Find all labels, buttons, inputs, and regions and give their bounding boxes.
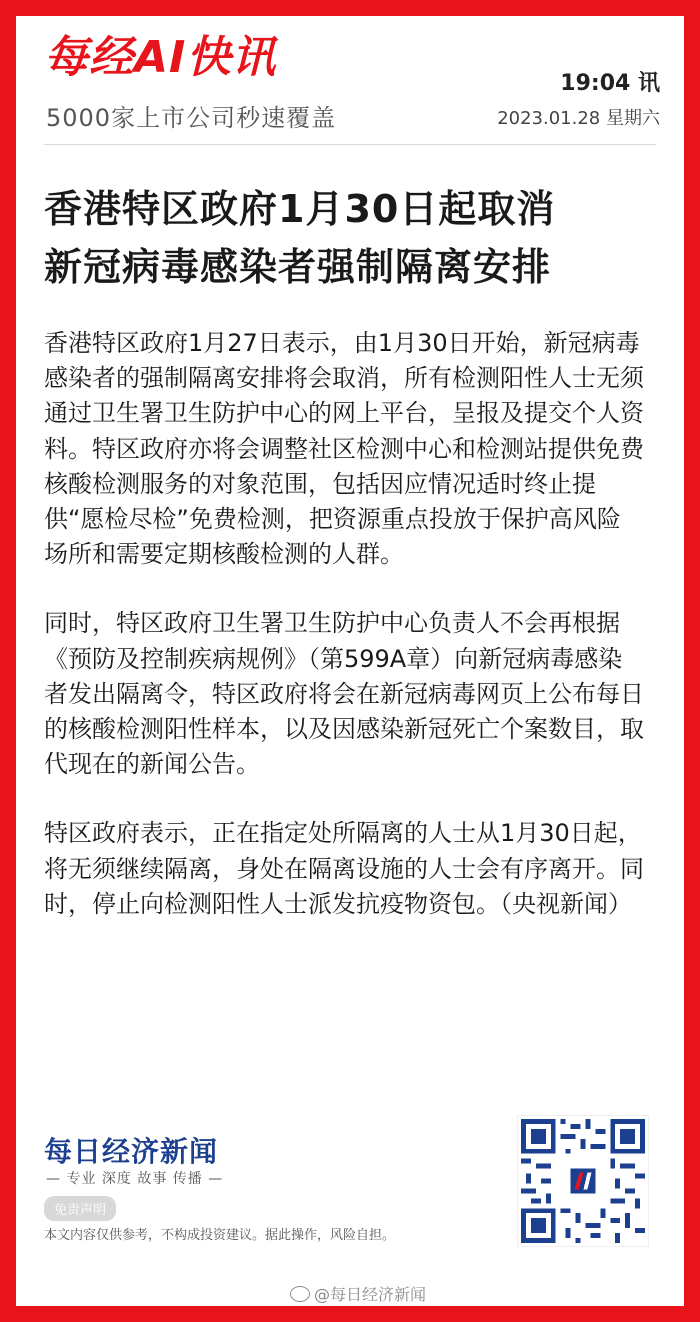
publish-time: 19:04 讯 [560,71,660,96]
headline-line-2: 新冠病毒感染者强制隔离安排 [44,245,552,289]
paragraph: 同时，特区政府卫生署卫生防护中心负责人不会再根据《预防及控制疾病规例》（第599A章）向新冠病毒感染者发出隔离令，特区政府将会在新冠病毒网页上公布每日的核酸检测阳性样本，以及因感染新冠死亡个案数目，取代现在的新闻公告。 [44,609,644,779]
disclaimer-text: 本文内容仅供参考，不构成投资建议。据此操作，风险自担。 [44,1228,396,1243]
footer-slogan: — 专业 深度 故事 传播 — [46,1171,224,1187]
brand-logo-cn2: 快讯 [186,32,277,83]
header-divider [44,144,656,145]
headline-line-1: 香港特区政府1月30日起取消 [44,187,556,231]
weibo-watermark [290,1282,426,1305]
footer-logo: 每日经济新闻 [44,1135,219,1168]
paragraph: 特区政府表示，正在指定处所隔离的人士从1月30日起，将无须继续隔离，身处在隔离设施的人士会有序离开。同时，停止向检测阳性人士派发抗疫物资包。（央视新闻） [44,819,644,918]
brand-tagline: 5000家上市公司秒速覆盖 [46,104,337,132]
paragraph: 香港特区政府1月27日表示，由1月30日开始，新冠病毒感染者的强制隔离安排将会取消，所有检测阳性人士无须通过卫生署卫生防护中心的网上平台，呈报及提交个人资料。特区政府亦将会调整社区检测中心和检测站提供免费核酸检测服务的对象范围，包括因应情况适时终止提供“愿检尽检”免费检测，把资源重点投放于保护高风险场所和需要定期核酸检测的人群。 [44,329,644,569]
publish-date: 2023.01.28 星期六 [497,108,660,129]
article-body [44,326,644,956]
weibo-icon [290,1286,310,1302]
article-headline [44,180,644,296]
disclaimer-badge: 免责声明 [44,1196,116,1221]
brand-logo-cn: 每经 [44,32,134,83]
brand-logo [44,32,277,83]
qr-code-icon [518,1116,648,1246]
watermark-text: @每日经济新闻 [314,1285,427,1304]
brand-logo-ai: AI [134,32,187,83]
